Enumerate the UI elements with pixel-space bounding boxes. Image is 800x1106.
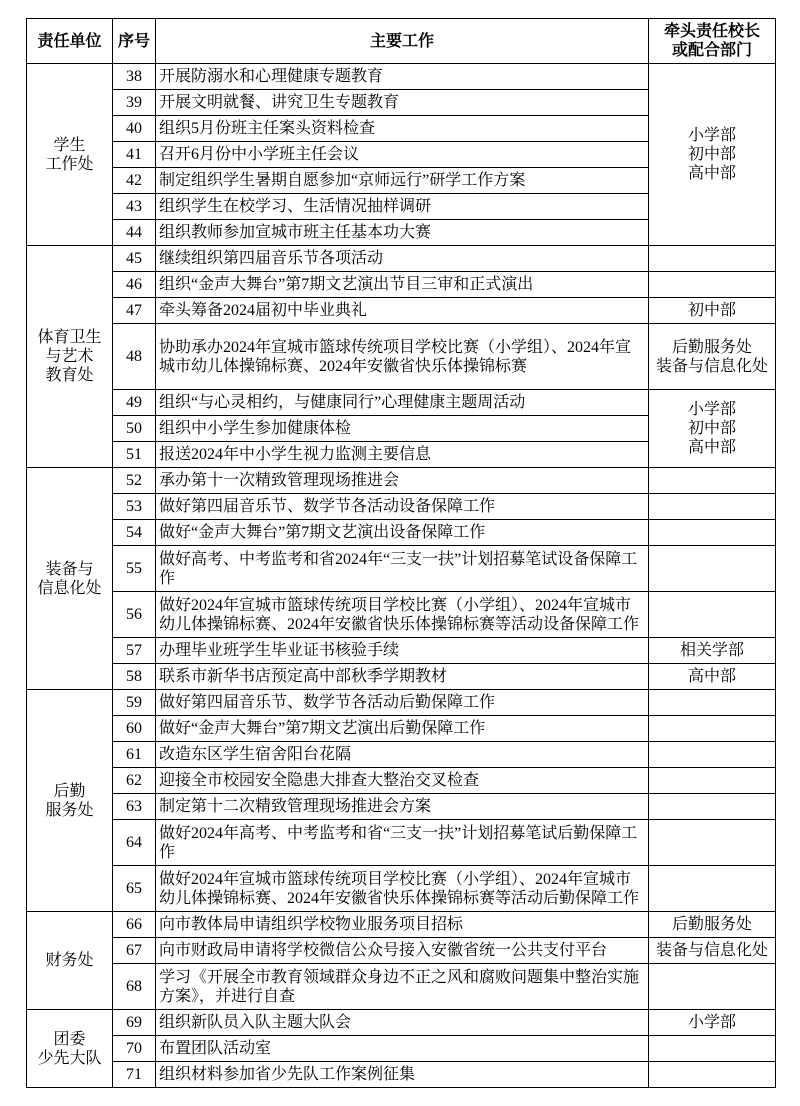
table-row xyxy=(27,964,776,1010)
work-cell: 迎接全市校园安全隐患大排查大整治交叉检查 xyxy=(156,768,649,794)
table-row xyxy=(27,912,776,938)
lead-cell-empty xyxy=(649,546,776,592)
work-plan-table xyxy=(26,18,776,1088)
number-cell: 53 xyxy=(113,494,156,520)
number-cell: 41 xyxy=(113,142,156,168)
number-cell: 54 xyxy=(113,520,156,546)
work-cell: 开展文明就餐、讲究卫生专题教育 xyxy=(156,90,649,116)
number-cell: 66 xyxy=(113,912,156,938)
work-cell: 向市教体局申请组织学校物业服务项目招标 xyxy=(156,912,649,938)
lead-cell-empty xyxy=(649,246,776,272)
work-cell: 制定组织学生暑期自愿参加“京师远行”研学工作方案 xyxy=(156,168,649,194)
work-cell: 组织材料参加省少先队工作案例征集 xyxy=(156,1062,649,1088)
table-row xyxy=(27,468,776,494)
lead-cell-empty xyxy=(649,794,776,820)
table-row xyxy=(27,246,776,272)
header-unit: 责任单位 xyxy=(27,19,113,64)
unit-cell: 学生 工作处 xyxy=(27,64,113,246)
table-row xyxy=(27,638,776,664)
table-row xyxy=(27,520,776,546)
number-cell: 45 xyxy=(113,246,156,272)
unit-cell: 团委 少先大队 xyxy=(27,1010,113,1088)
table-row xyxy=(27,272,776,298)
work-cell: 组织教师参加宣城市班主任基本功大赛 xyxy=(156,220,649,246)
work-cell: 学习《开展全市教育领域群众身边不正之风和腐败问题集中整治实施方案》，并进行自查 xyxy=(156,964,649,1010)
work-cell: 做好2024年宣城市篮球传统项目学校比赛（小学组）、2024年宣城市幼儿体操锦标赛、2024年安徽省快乐体操锦标赛等活动后勤保障工作 xyxy=(156,866,649,912)
work-cell: 报送2024年中小学生视力监测主要信息 xyxy=(156,442,649,468)
table-row xyxy=(27,546,776,592)
lead-cell-empty xyxy=(649,468,776,494)
number-cell: 48 xyxy=(113,324,156,390)
table-row xyxy=(27,866,776,912)
table-row xyxy=(27,298,776,324)
number-cell: 43 xyxy=(113,194,156,220)
number-cell: 39 xyxy=(113,90,156,116)
work-cell: 做好第四届音乐节、数学节各活动设备保障工作 xyxy=(156,494,649,520)
table-row xyxy=(27,390,776,416)
work-cell: 改造东区学生宿舍阳台花隔 xyxy=(156,742,649,768)
table-row xyxy=(27,1036,776,1062)
unit-cell: 体育卫生 与艺术 教育处 xyxy=(27,246,113,468)
lead-cell-empty xyxy=(649,690,776,716)
table-row xyxy=(27,664,776,690)
lead-cell: 高中部 xyxy=(649,664,776,690)
number-cell: 51 xyxy=(113,442,156,468)
number-cell: 46 xyxy=(113,272,156,298)
work-cell: 牵头筹备2024届初中毕业典礼 xyxy=(156,298,649,324)
work-cell: 做好“金声大舞台”第7期文艺演出设备保障工作 xyxy=(156,520,649,546)
number-cell: 65 xyxy=(113,866,156,912)
table-row xyxy=(27,742,776,768)
unit-cell: 后勤 服务处 xyxy=(27,690,113,912)
lead-cell: 后勤服务处 xyxy=(649,912,776,938)
number-cell: 58 xyxy=(113,664,156,690)
lead-cell-empty xyxy=(649,964,776,1010)
number-cell: 44 xyxy=(113,220,156,246)
work-cell: 向市财政局申请将学校微信公众号接入安徽省统一公共支付平台 xyxy=(156,938,649,964)
lead-cell-empty xyxy=(649,1062,776,1088)
work-cell: 开展防溺水和心理健康专题教育 xyxy=(156,64,649,90)
number-cell: 68 xyxy=(113,964,156,1010)
lead-cell: 小学部 xyxy=(649,1010,776,1036)
unit-cell: 财务处 xyxy=(27,912,113,1010)
work-cell: 联系市新华书店预定高中部秋季学期教材 xyxy=(156,664,649,690)
number-cell: 56 xyxy=(113,592,156,638)
number-cell: 38 xyxy=(113,64,156,90)
work-cell: 组织“与心灵相约，与健康同行”心理健康主题周活动 xyxy=(156,390,649,416)
table-row xyxy=(27,592,776,638)
number-cell: 61 xyxy=(113,742,156,768)
number-cell: 70 xyxy=(113,1036,156,1062)
work-cell: 制定第十二次精致管理现场推进会方案 xyxy=(156,794,649,820)
number-cell: 60 xyxy=(113,716,156,742)
number-cell: 63 xyxy=(113,794,156,820)
table-row xyxy=(27,690,776,716)
lead-cell: 小学部 初中部 高中部 xyxy=(649,390,776,468)
number-cell: 59 xyxy=(113,690,156,716)
lead-cell-empty xyxy=(649,866,776,912)
lead-cell: 初中部 xyxy=(649,298,776,324)
lead-cell: 后勤服务处 装备与信息化处 xyxy=(649,324,776,390)
unit-cell: 装备与 信息化处 xyxy=(27,468,113,690)
number-cell: 55 xyxy=(113,546,156,592)
table-row xyxy=(27,1062,776,1088)
header-number: 序号 xyxy=(113,19,156,64)
lead-cell: 装备与信息化处 xyxy=(649,938,776,964)
work-cell: 承办第十一次精致管理现场推进会 xyxy=(156,468,649,494)
table-row xyxy=(27,64,776,90)
lead-cell: 相关学部 xyxy=(649,638,776,664)
table-row xyxy=(27,938,776,964)
work-cell: 组织学生在校学习、生活情况抽样调研 xyxy=(156,194,649,220)
table-row xyxy=(27,494,776,520)
work-cell: 组织“金声大舞台”第7期文艺演出节目三审和正式演出 xyxy=(156,272,649,298)
work-cell: 协助承办2024年宣城市篮球传统项目学校比赛（小学组）、2024年宣城市幼儿体操锦标赛、2024年安徽省快乐体操锦标赛 xyxy=(156,324,649,390)
number-cell: 40 xyxy=(113,116,156,142)
number-cell: 47 xyxy=(113,298,156,324)
work-cell: 办理毕业班学生毕业证书核验手续 xyxy=(156,638,649,664)
work-cell: 召开6月份中小学班主任会议 xyxy=(156,142,649,168)
header-row xyxy=(27,19,776,64)
lead-cell-empty xyxy=(649,742,776,768)
work-cell: 继续组织第四届音乐节各项活动 xyxy=(156,246,649,272)
table-row xyxy=(27,716,776,742)
lead-cell-empty xyxy=(649,494,776,520)
lead-cell-empty xyxy=(649,272,776,298)
work-cell: 做好2024年宣城市篮球传统项目学校比赛（小学组）、2024年宣城市幼儿体操锦标赛、2024年安徽省快乐体操锦标赛等活动设备保障工作 xyxy=(156,592,649,638)
table-row xyxy=(27,324,776,390)
header-work: 主要工作 xyxy=(156,19,649,64)
work-cell: 做好第四届音乐节、数学节各活动后勤保障工作 xyxy=(156,690,649,716)
work-cell: 做好高考、中考监考和省2024年“三支一扶”计划招募笔试设备保障工作 xyxy=(156,546,649,592)
table-row xyxy=(27,820,776,866)
lead-cell: 小学部 初中部 高中部 xyxy=(649,64,776,246)
number-cell: 52 xyxy=(113,468,156,494)
lead-cell-empty xyxy=(649,768,776,794)
work-cell: 组织5月份班主任案头资料检查 xyxy=(156,116,649,142)
lead-cell-empty xyxy=(649,820,776,866)
table-row xyxy=(27,794,776,820)
table-row xyxy=(27,1010,776,1036)
number-cell: 42 xyxy=(113,168,156,194)
lead-cell-empty xyxy=(649,520,776,546)
lead-cell-empty xyxy=(649,592,776,638)
work-cell: 组织新队员入队主题大队会 xyxy=(156,1010,649,1036)
table-row xyxy=(27,768,776,794)
number-cell: 49 xyxy=(113,390,156,416)
number-cell: 71 xyxy=(113,1062,156,1088)
number-cell: 50 xyxy=(113,416,156,442)
number-cell: 67 xyxy=(113,938,156,964)
number-cell: 69 xyxy=(113,1010,156,1036)
work-cell: 做好“金声大舞台”第7期文艺演出后勤保障工作 xyxy=(156,716,649,742)
header-lead: 牵头责任校长 或配合部门 xyxy=(649,19,776,64)
lead-cell-empty xyxy=(649,1036,776,1062)
work-plan-sheet xyxy=(26,18,775,1088)
number-cell: 62 xyxy=(113,768,156,794)
work-cell: 做好2024年高考、中考监考和省“三支一扶”计划招募笔试后勤保障工作 xyxy=(156,820,649,866)
number-cell: 64 xyxy=(113,820,156,866)
lead-cell-empty xyxy=(649,716,776,742)
work-cell: 布置团队活动室 xyxy=(156,1036,649,1062)
number-cell: 57 xyxy=(113,638,156,664)
work-cell: 组织中小学生参加健康体检 xyxy=(156,416,649,442)
